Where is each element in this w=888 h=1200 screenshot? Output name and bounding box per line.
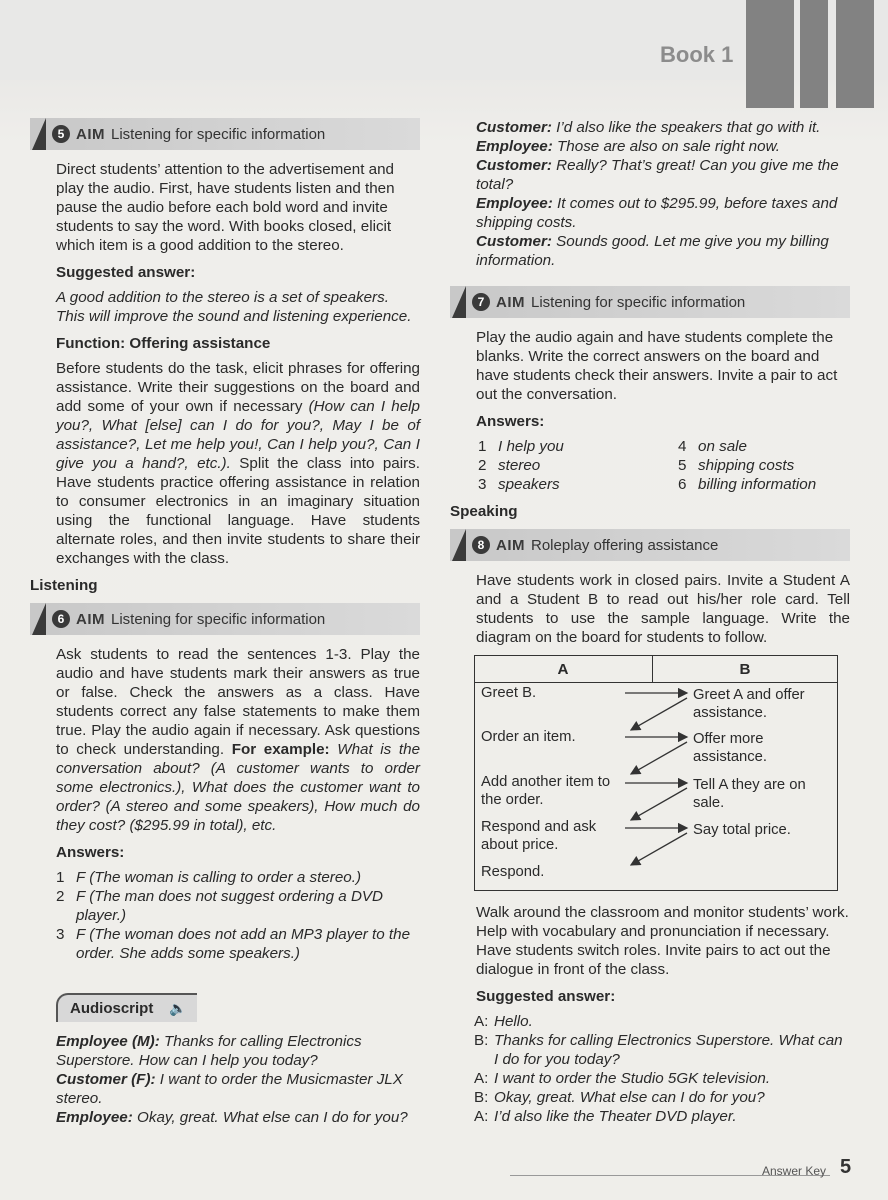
- arrow-left: [631, 788, 687, 820]
- diagram-a-step: Respond.: [481, 864, 545, 880]
- diagram-b-step: Tell A they are on sale.: [693, 777, 806, 811]
- answer-number: 1: [56, 869, 65, 886]
- answer-number: 2: [478, 457, 487, 474]
- dialog-line: [476, 156, 850, 194]
- answer-number: 5: [678, 457, 687, 474]
- speaker-label: Customer (F):: [56, 1071, 156, 1088]
- answer-item: [478, 437, 678, 456]
- speaker-label: Customer:: [476, 119, 552, 136]
- section-5-answer: A good addition to the stereo is a set of speakers. This will improve the sound and listening experience.: [56, 289, 412, 325]
- answer-text: billing information: [698, 476, 817, 493]
- section-6-aim-bar: [30, 603, 420, 635]
- answer-text: F (The man does not suggest ordering a DVD player.): [76, 888, 384, 924]
- section-6-answers: [56, 868, 420, 963]
- section-6-instructions: [30, 645, 420, 835]
- aim-title: Listening for specific information: [111, 610, 326, 628]
- answer-item: [56, 868, 420, 887]
- audioscript-dialog-continued: [450, 118, 850, 270]
- section-5-instructions: Direct students’ attention to the advertisement and play the audio. First, have students listen and then pause the audio before each bold word and invite students to say the word. With books closed, elicit which item is a good addition to the stereo.: [56, 161, 395, 254]
- dialog-text: Sounds good. Let me give you my billing information.: [476, 233, 829, 269]
- aim-label: AIM: [76, 125, 105, 143]
- speaker-label: Employee:: [476, 138, 553, 155]
- dialog-text: Okay, great. What else can I do for you?: [494, 1089, 765, 1106]
- diagram-a-step: Order an item.: [481, 729, 576, 745]
- dialog-line: [476, 232, 850, 270]
- function-heading: Function: Offering assistance: [56, 335, 271, 352]
- speaker-icon[interactable]: 🔈: [169, 1000, 187, 1016]
- section-8-instructions: Have students work in closed pairs. Invite a Student A and a Student B to read out his/her role card. Tell students to use the sample language. Write the diagram on the board for students to follow.: [476, 572, 850, 646]
- speaker-label: Customer:: [476, 233, 552, 250]
- function-text-end: Split the class into pairs. Have students practice offering assistance in relation to consumer electronics in an imaginary situation using the functional language. Have students alternate roles, and then invite students to share their exchanges with the class.: [56, 455, 420, 567]
- dialog-line: [56, 1070, 420, 1108]
- listening-heading: Listening: [30, 577, 98, 594]
- dialog-line: [56, 1032, 420, 1070]
- speaker-label: A:: [474, 1013, 489, 1030]
- diagram-a-step: Add another item to the order.: [481, 774, 611, 808]
- answer-number: 6: [678, 476, 687, 493]
- answer-item: [678, 437, 878, 456]
- answer-item: [56, 925, 420, 963]
- function-text: Before students do the task, elicit phrases for offering assistance. Write their suggestions on the board and add some of your own if necessary: [56, 360, 420, 415]
- speaker-label: Employee (M):: [56, 1033, 160, 1050]
- wedge-icon: [452, 286, 466, 318]
- suggested-dialog: [474, 1012, 850, 1126]
- aim-label: AIM: [496, 536, 525, 554]
- answer-item: [478, 456, 678, 475]
- speaker-label: Customer:: [476, 157, 552, 174]
- section-7-answers: [478, 437, 850, 494]
- book-label: Book 1: [660, 42, 734, 67]
- dialog-text: Really? That’s great! Can you give me the total?: [476, 157, 839, 193]
- diagram-a-step: Respond and ask about price.: [481, 819, 597, 853]
- aim-title: Listening for specific information: [531, 293, 746, 311]
- arrow-left: [631, 742, 687, 774]
- book-tab-bar: [746, 0, 794, 108]
- section-number-badge: 5: [52, 125, 70, 143]
- speaking-heading: Speaking: [450, 503, 518, 520]
- dialog-text: I want to order the Musicmaster JLX stereo.: [56, 1071, 403, 1107]
- answer-text: shipping costs: [698, 457, 795, 474]
- answer-number: 3: [56, 926, 65, 943]
- answer-number: 3: [478, 476, 487, 493]
- for-example-label: For example:: [231, 741, 330, 758]
- section-number-badge: 8: [472, 536, 490, 554]
- function-paragraph: [30, 359, 420, 568]
- answer-text: I help you: [498, 438, 564, 455]
- section-5-aim-bar: [30, 118, 420, 150]
- section-8-aim-bar: [450, 529, 850, 561]
- diagram-b-step: Say total price.: [693, 822, 791, 838]
- answer-item: [678, 456, 878, 475]
- diagram-b-step: Greet A and offer assistance.: [693, 687, 805, 721]
- dialog-text: I want to order the Studio 5GK television.: [494, 1070, 771, 1087]
- dialog-line: [474, 1031, 850, 1069]
- answers-heading: Answers:: [56, 844, 125, 861]
- dialog-text: Thanks for calling Electronics Superstore. How can I help you today?: [56, 1033, 362, 1069]
- wedge-icon: [32, 603, 46, 635]
- answer-number: 1: [478, 438, 487, 455]
- dialog-text: It comes out to $295.99, before taxes and shipping costs.: [476, 195, 838, 231]
- aim-label: AIM: [76, 610, 105, 628]
- dialog-text: I’d also like the Theater DVD player.: [494, 1108, 737, 1125]
- answer-text: speakers: [498, 476, 560, 493]
- suggested-answer-heading: Suggested answer:: [476, 988, 616, 1005]
- function-examples: (How can I help you?, What [else] can I do for you?, May I be of assistance?, Let me help you!, Can I help you?, Can I give you a hand?, etc.).: [56, 398, 420, 472]
- answer-text: F (The woman is calling to order a stereo.): [76, 869, 362, 886]
- section-7-aim-bar: [450, 286, 850, 318]
- dialog-text: Hello.: [494, 1013, 533, 1030]
- dialog-line: [474, 1107, 850, 1126]
- diagram-b-step: Offer more assistance.: [693, 731, 768, 765]
- wedge-icon: [32, 118, 46, 150]
- audioscript-label: Audioscript: [70, 1000, 154, 1017]
- answer-text: F (The woman does not add an MP3 player to the order. She adds some speakers.): [76, 926, 411, 962]
- audioscript-dialog: [30, 1032, 420, 1127]
- answer-item: [478, 475, 678, 494]
- left-column: [30, 118, 420, 1127]
- answer-item: [56, 887, 420, 925]
- answer-item: [678, 475, 878, 494]
- section-7-instructions: Play the audio again and have students complete the blanks. Write the correct answers on the board and have students check their answers. Invite a pair to act out the conversation.: [476, 329, 838, 403]
- speaker-label: Employee:: [476, 195, 553, 212]
- arrow-left: [631, 698, 687, 730]
- answers-heading: Answers:: [476, 413, 545, 430]
- section-number-badge: 6: [52, 610, 70, 628]
- section-6-examples: What is the conversation about? (A customer wants to order some electronics.), What does the customer want to order? (A stereo and some speakers), How much do they cost? ($295.99 in total), etc.: [56, 741, 421, 834]
- speaker-label: A:: [474, 1108, 489, 1125]
- dialog-line: [476, 137, 850, 156]
- book-tab-bar: [836, 0, 874, 108]
- column-a-header: A: [557, 661, 569, 678]
- book-tab-bar: [800, 0, 828, 108]
- section-8-followup: Walk around the classroom and monitor students’ work. Help with vocabulary and pronunciation if necessary. Have students switch roles. Invite pairs to act out the dialogue in front of the class.: [476, 904, 849, 978]
- column-b-header: B: [652, 656, 837, 682]
- suggested-answer-heading: Suggested answer:: [56, 264, 196, 281]
- dialog-text: Those are also on sale right now.: [552, 138, 780, 155]
- aim-title: Listening for specific information: [111, 125, 326, 143]
- arrow-left: [631, 833, 687, 865]
- section-6-text: Ask students to read the sentences 1-3. Play the audio and have students mark their answers as true or false. Check the answers as a class. Have students correct any false statements to make them true. Play the audio again if necessary. Ask questions to check understanding.: [56, 646, 420, 758]
- dialog-text: I’d also like the speakers that go with it.: [551, 119, 821, 136]
- speaker-label: Employee:: [56, 1109, 133, 1126]
- speaker-label: B:: [474, 1032, 489, 1049]
- answer-number: 2: [56, 888, 65, 905]
- dialog-line: [476, 194, 850, 232]
- diagram-a-step: Greet B.: [481, 685, 537, 701]
- right-column: [450, 118, 850, 1126]
- section-number-badge: 7: [472, 293, 490, 311]
- answer-text: stereo: [498, 457, 541, 474]
- speaker-label: A:: [474, 1070, 489, 1087]
- roleplay-diagram: [474, 655, 838, 891]
- aim-title: Roleplay offering assistance: [531, 536, 719, 554]
- dialog-line: [476, 118, 850, 137]
- dialog-line: [474, 1069, 850, 1088]
- footer-label: Answer Key: [762, 1164, 827, 1178]
- dialog-line: [474, 1012, 850, 1031]
- page-number: 5: [840, 1156, 852, 1178]
- speaker-label: B:: [474, 1089, 489, 1106]
- audioscript-tag: [56, 993, 197, 1022]
- dialog-line: [474, 1088, 850, 1107]
- aim-label: AIM: [496, 293, 525, 311]
- wedge-icon: [452, 529, 466, 561]
- dialog-text: Thanks for calling Electronics Superstore. What can I do for you today?: [494, 1032, 843, 1068]
- dialog-line: [56, 1108, 420, 1127]
- answer-number: 4: [678, 438, 687, 455]
- dialog-text: Okay, great. What else can I do for you?: [132, 1109, 408, 1126]
- answer-text: on sale: [698, 438, 747, 455]
